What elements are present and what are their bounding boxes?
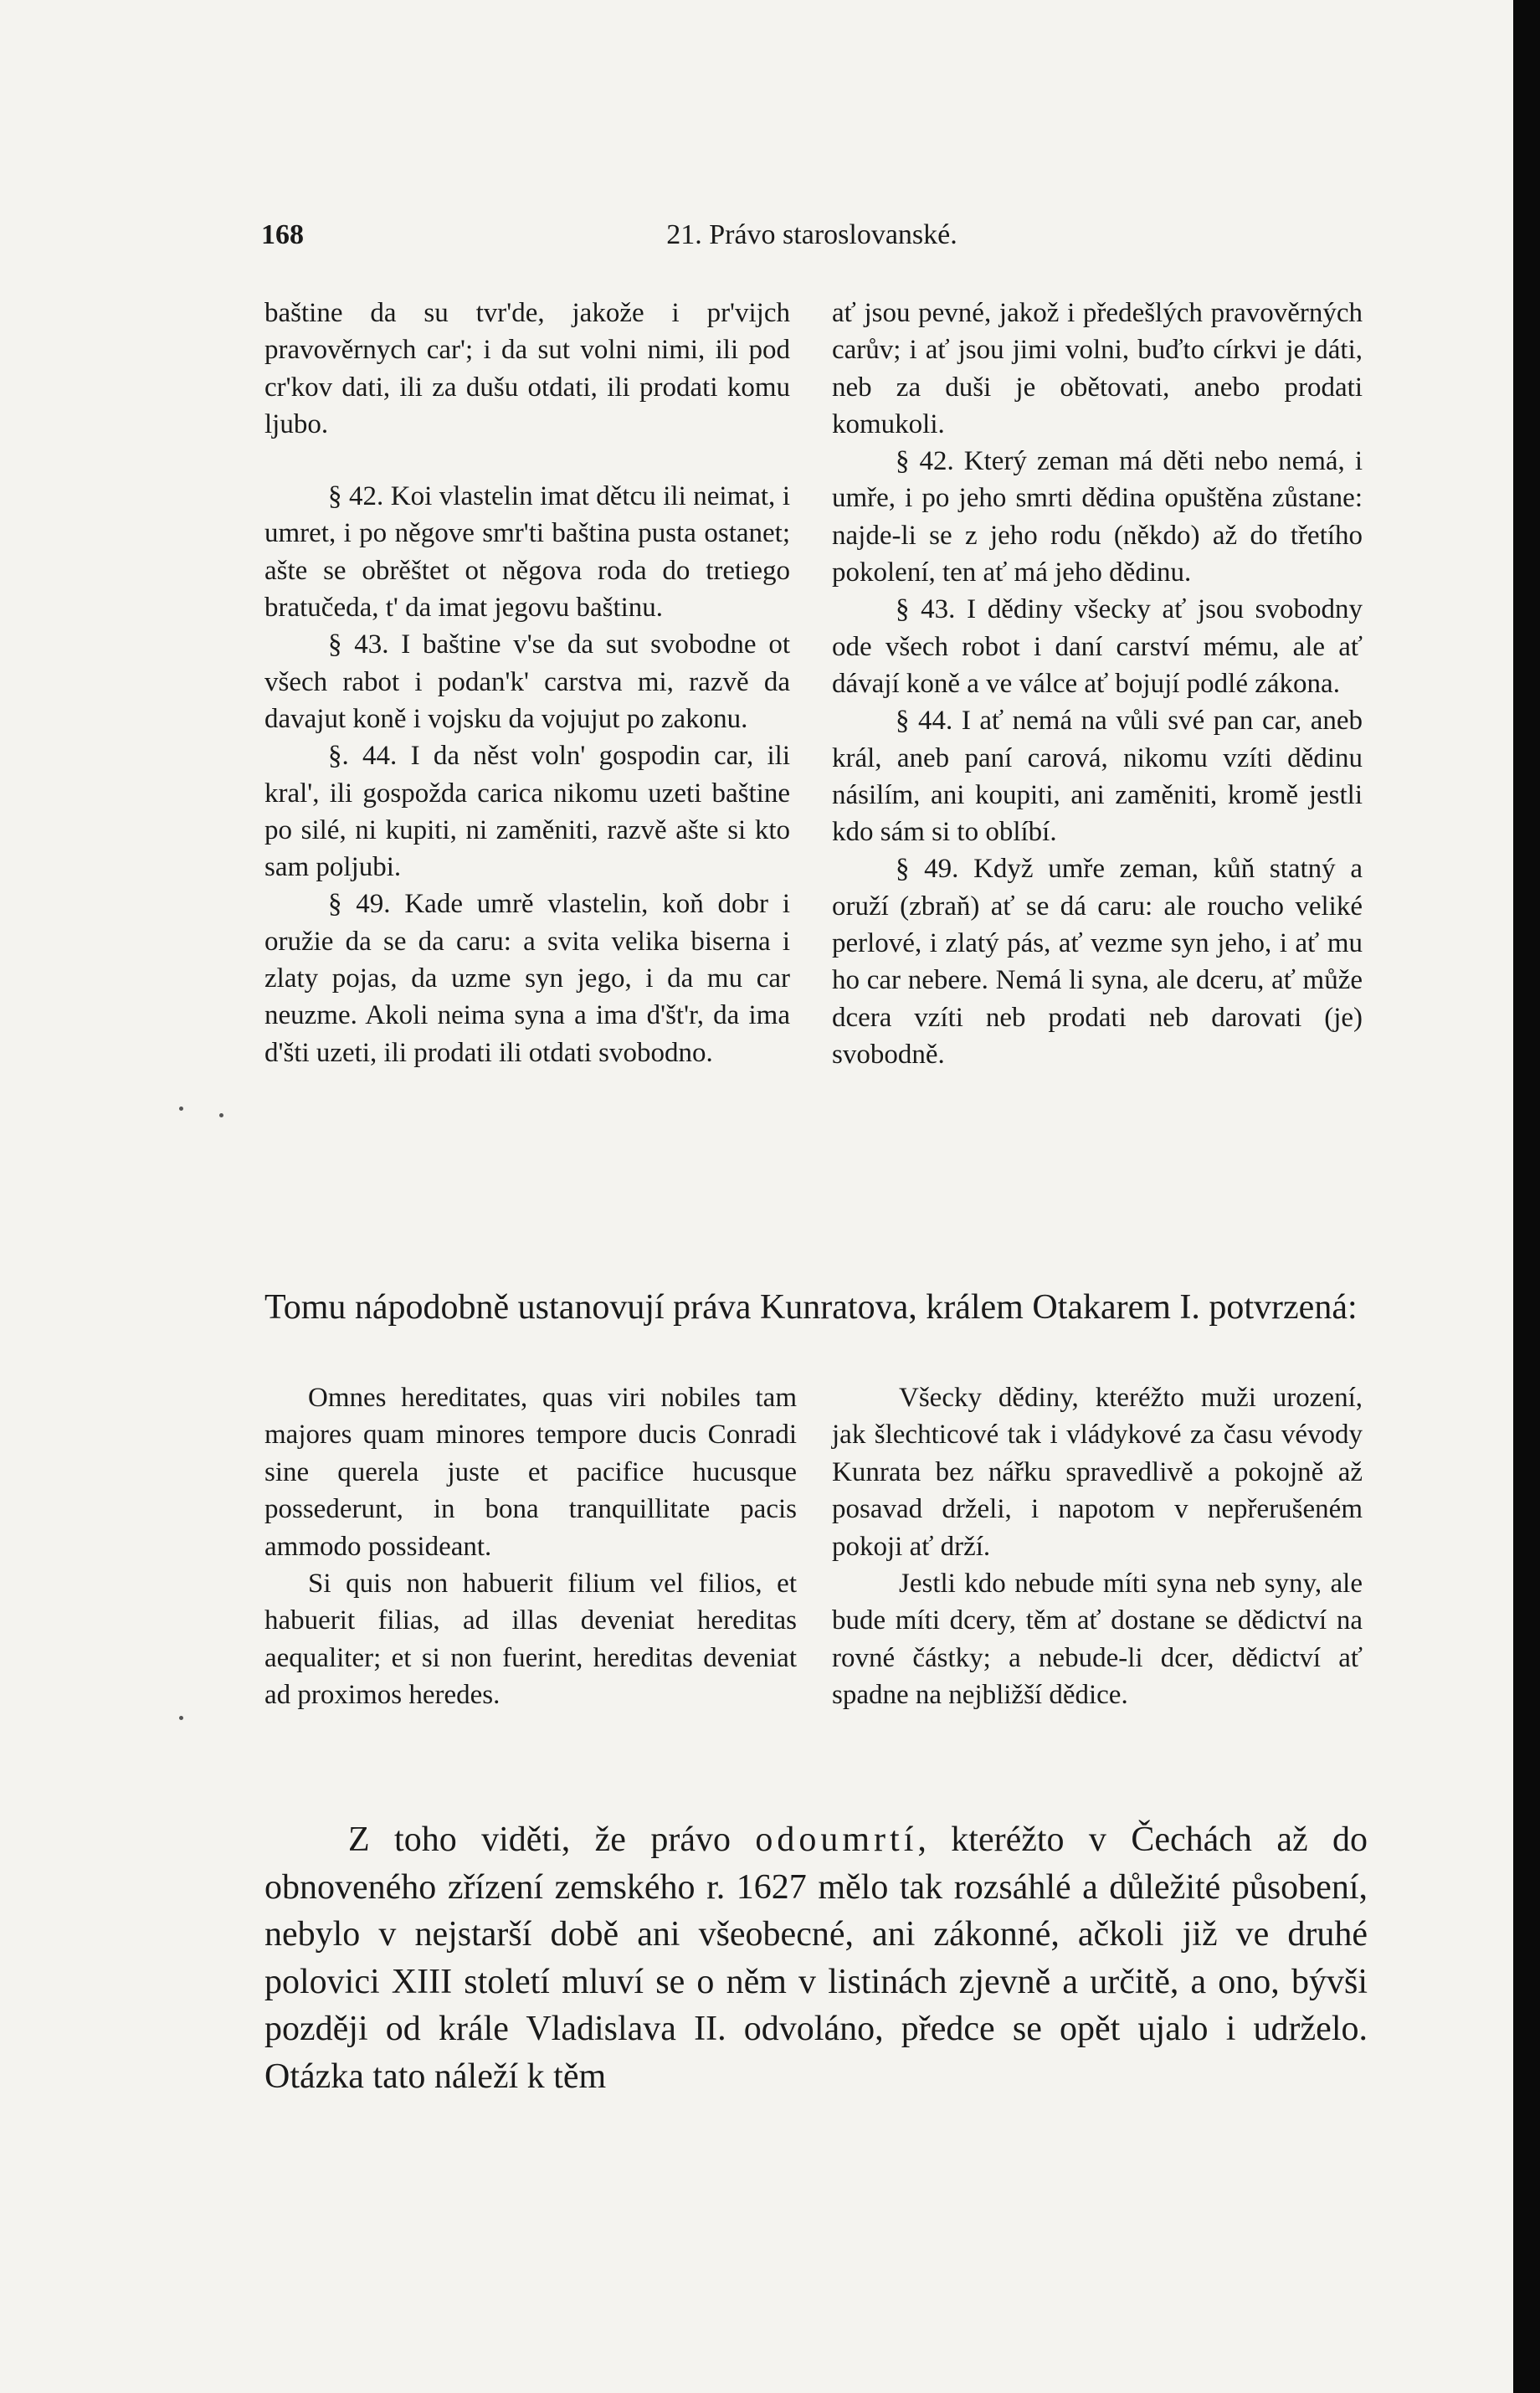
czech-translation-column [832, 295, 1363, 1073]
intro-paragraph: Tomu nápodobně ustanovují práva Kunratova, králem Otakarem I. potvrzená: [264, 1288, 1358, 1327]
paragraph-intro-slavonic: baštine da su tvr'de, jakože i pr'vijch pravověrnych car'; i da sut volni nimi, ili pod cr'kov dati, ili za dušu otdati, ili prodati komu ljubo. [264, 298, 790, 439]
paragraph-43-slavonic: § 43. I baštine v'se da sut svobodne ot všech rabot i podan'k' carstva mi, razvě da davajut koně i vojsku da vojujut po zakonu. [264, 629, 790, 734]
latin-paragraph-2: Si quis non habuerit filium vel filios, et habuerit filias, ad illas deveniat hereditas aequaliter; et si non fuerint, hereditas deveniat ad proximos heredes. [264, 1569, 797, 1711]
paragraph-43-czech: § 43. I dědiny všecky ať jsou svobodny ode všech robot i daní carství mému, ale ať dávají koně a ve válce ať bojují podlé zákona. [832, 594, 1363, 699]
paragraph-44-slavonic: §. 44. I da něst voln' gospodin car, ili kral', ili gospožda carica nikomu uzeti baštine po silé, ni kupiti, ni zaměniti, razvě ašte si kto sam poljubi. [264, 741, 790, 883]
czech-column [832, 1379, 1363, 1714]
scan-border [1513, 0, 1540, 2393]
paragraph-49-czech: § 49. Když umře zeman, kůň statný a oruží (zbraň) ať se dá caru: ale roucho veliké perlové, i zlatý pás, ať vezme syn jeho, i ať mu ho car nebere. Nemá li syna, ale dceru, ať může dcera vzíti neb prodati neb darovati (je) svobodně. [832, 854, 1363, 1070]
paragraph-44-czech: § 44. I ať nemá na vůli své pan car, aneb král, aneb paní carová, nikomu vzíti dědinu násilím, ani koupiti, ani zaměniti, kromě jestli kdo sám si to oblíbí. [832, 706, 1363, 848]
latin-column [264, 1379, 797, 1714]
term-odoumrti: odoumrtí [755, 1820, 918, 1859]
paragraph-42-czech: § 42. Který zeman má děti nebo nemá, i umře, i po jeho smrti dědina opuštěna zůstane: najde-li se z jeho rodu (někdo) až do třetího pokolení, ten ať má jeho dědinu. [832, 446, 1363, 588]
running-head [261, 219, 1363, 261]
page-number: 168 [261, 219, 304, 250]
paragraph-42-slavonic: § 42. Koi vlastelin imat dětcu ili neimat, i umret, i po něgove smr'ti baština pusta ostanet; ašte se obrěštet ot něgova roda do tretiego bratučeda, t' da imat jegovu baštinu. [264, 481, 790, 624]
latin-paragraph-1: Omnes hereditates, quas viri nobiles tam majores quam minores tempore ducis Conradi sine querela juste et pacifice hucusque possederunt, in bona tranquillitate pacis ammodo possideant. [264, 1383, 797, 1562]
czech-paragraph-2: Jestli kdo nebude míti syna neb syny, ale bude míti dcery, těm ať dostane se dědictví na rovné částky; a nebude-li dcer, dědictví ať spadne na nejbližší dědice. [832, 1569, 1363, 1711]
closing-text-part2: , kteréžto v Čechách až do obnoveného zřízení zemského r. 1627 mělo tak rozsáhlé a důležité působení, nebylo v nejstarší době ani všeobecné, ani zákonné, ačkoli již ve druhé polovici XIII století mluví se o něm v listinách zjevně a určitě, a ono, bývši později od krále Vladislava II. odvoláno, předce se opět ujalo i udrželo. Otázka tato náleží k těm [264, 1820, 1368, 2096]
paper-speck [219, 1113, 223, 1117]
paper-speck [179, 1716, 183, 1720]
old-slavonic-column [264, 295, 790, 1071]
chapter-title: 21. Právo staroslovanské. [666, 219, 957, 250]
paragraph-49-slavonic: § 49. Kade umrě vlastelin, koň dobr i oružie da se da caru: a svita velika biserna i zlaty pojas, da uzme syn jego, i da mu car neuzme. Akoli neima syna a ima d'št'r, da ima d'šti uzeti, ili prodati ili otdati svobodno. [264, 889, 790, 1068]
paragraph-intro-czech: ať jsou pevné, jakož i předešlých pravověrných carův; i ať jsou jimi volni, buďto církvi je dáti, neb za duši je obětovati, anebo prodati komukoli. [832, 298, 1363, 439]
czech-paragraph-1: Všecky dědiny, kteréžto muži urození, jak šlechticové tak i vládykové za času vévody Kunrata bez nářku spravedlivě a pokojně až posavad drželi, i napotom v nepřerušeném pokoji ať drží. [832, 1383, 1363, 1562]
closing-paragraph [264, 1816, 1368, 2100]
closing-text-part1: Z toho viděti, že právo [348, 1820, 756, 1859]
paper-speck [179, 1107, 183, 1111]
